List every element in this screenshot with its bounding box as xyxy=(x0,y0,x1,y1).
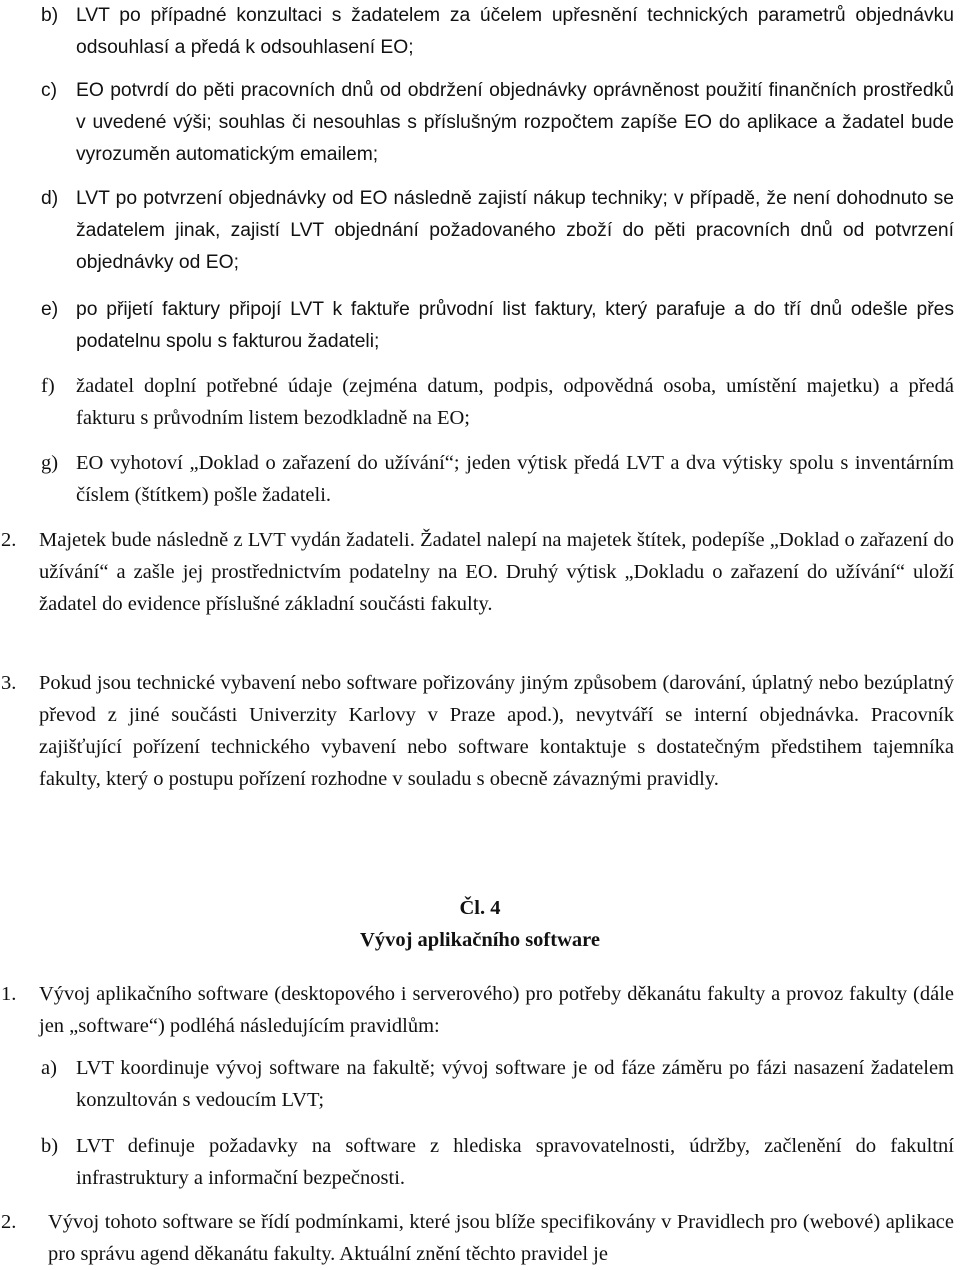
list-item-text: žadatel doplní potřebné údaje (zejména datum, podpis, odpovědná osoba, umístění majetku) a předá fakturu s průvodním listem bezodkladně na EO; xyxy=(76,375,954,429)
list-marker: f) xyxy=(41,375,55,397)
paragraph-text: Pokud jsou technické vybavení nebo software pořizovány jiným způsobem (darování, úplatný nebo bezúplatný převod z jiné součásti Univerzity Karlovy v Praze apod.), nevytváří se interní objednávka. Pracovník zajišťující pořízení technického vybavení nebo software kontaktuje s dostatečným předstihem tajemníka fakulty, který o postupu pořízení rozhodne v souladu s obecně závaznými pravidly. xyxy=(39,672,954,790)
paragraph-number: 2. xyxy=(1,1211,17,1233)
paragraph-number: 2. xyxy=(1,529,17,551)
paragraph-number: 3. xyxy=(1,672,17,694)
list-item-text: LVT po potvrzení objednávky od EO následně zajistí nákup techniky; v případě, že není dohodnuto se žadatelem jinak, zajistí LVT objednání požadovaného zboží do pěti pracovních dnů od potvrzení objednávky od EO; xyxy=(76,188,954,273)
paragraph-number: 1. xyxy=(1,983,17,1005)
list-item-text: EO vyhotoví „Doklad o zařazení do užívání“; jeden výtisk předá LVT a dva výtisky spolu s inventárním číslem (štítkem) pošle žadateli. xyxy=(76,452,954,506)
list-marker: b) xyxy=(41,5,59,26)
paragraph-text: Vývoj tohoto software se řídí podmínkami, které jsou blíže specifikovány v Pravidlech pro (webové) aplikace pro správu agend děkanátu fakulty. Aktuální znění těchto pravidel je xyxy=(48,1211,954,1265)
paragraph-text: Vývoj aplikačního software (desktopového i serverového) pro potřeby děkanátu fakulty a provoz fakulty (dále jen „software“) podléhá následujícím pravidlům: xyxy=(39,983,954,1037)
list-item-text: LVT koordinuje vývoj software na fakultě; vývoj software je od fáze záměru po fázi nasazení žadatelem konzultován s vedoucím LVT; xyxy=(76,1057,954,1111)
list-marker: a) xyxy=(41,1057,57,1079)
list-item-text: EO potvrdí do pěti pracovních dnů od obdržení objednávky oprávněnost použití finančních prostředků v uvedené výši; souhlas či nesouhlas s příslušným rozpočtem zapíše EO do aplikace a žadatel bude vyrozuměn automatickým emailem; xyxy=(76,80,954,165)
list-item-text: LVT po případné konzultaci s žadatelem za účelem upřesnění technických parametrů objednávku odsouhlasí a předá k odsouhlasení EO; xyxy=(76,5,954,58)
list-marker: e) xyxy=(41,299,59,320)
paragraph-text: Majetek bude následně z LVT vydán žadateli. Žadatel nalepí na majetek štítek, podepíše „Doklad o zařazení do užívání“ a zašle jej prostřednictvím podatelny na EO. Druhý výtisk „Dokladu o zařazení do užívání“ uloží žadatel do evidence příslušné základní součásti fakulty. xyxy=(39,529,954,615)
list-item-text: po přijetí faktury připojí LVT k faktuře průvodní list faktury, který parafuje a do tří dnů odešle přes podatelnu spolu s fakturou žadateli; xyxy=(76,299,954,352)
list-marker: d) xyxy=(41,188,59,209)
list-item-text: LVT definuje požadavky na software z hlediska spravovatelnosti, údržby, začlenění do fakultní infrastruktury a informační bezpečnosti. xyxy=(76,1135,954,1189)
article-title: Vývoj aplikačního software xyxy=(360,929,600,951)
list-marker: c) xyxy=(41,80,58,101)
list-marker: g) xyxy=(41,452,59,474)
list-marker: b) xyxy=(41,1135,59,1157)
article-number: Čl. 4 xyxy=(459,897,501,919)
